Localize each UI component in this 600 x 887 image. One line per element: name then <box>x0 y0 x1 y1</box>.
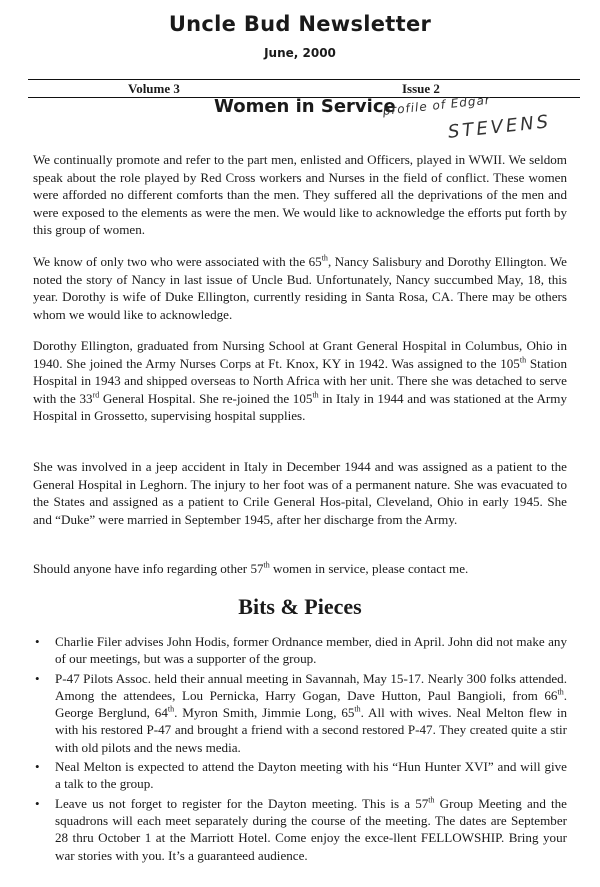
handwritten-note-line-2: STEVENS <box>447 111 553 143</box>
list-item-text <box>55 634 567 666</box>
text-run: Group Meeting and the squadrons will each meet separately during the course of the meeting. The dates are September 28 thru October 1 at the Marriott Hotel. Come enjoy the exce-llent FELLOWSHIP. Bring your war stories with you. It’s a guaranteed audience. <box>55 795 567 863</box>
article-paragraph-2 <box>33 253 567 323</box>
ordinal-suffix: rd <box>92 390 100 400</box>
text-run: We know of only two who were associated with the 65 <box>33 254 322 269</box>
text-run: Leave us not forget to register for the Dayton meeting. This is a 57 <box>55 795 429 811</box>
list-item <box>33 795 567 864</box>
handwritten-note-line-1: profile of Edgar <box>382 92 492 118</box>
ordinal-suffix: th <box>312 390 319 400</box>
article-title: Women in Service <box>214 96 396 117</box>
bullet-icon: • <box>35 795 40 811</box>
bits-list <box>33 633 567 866</box>
text-run: in Italy in 1944 and was stationed at the Army Hospital in Grossetto, supervising hospital supplies. <box>33 390 567 424</box>
text-run: . All with wives. Neal Melton flew in with his restored P-47 and brought a friend with a second restored P-47. They created quite a stir with old pilots and the news media. <box>55 705 567 755</box>
ordinal-suffix: th <box>263 560 270 570</box>
ordinal-suffix: th <box>321 253 328 263</box>
list-item <box>33 758 567 793</box>
header-rule-top <box>28 79 580 80</box>
bullet-icon: • <box>35 759 40 775</box>
issue-label: Issue 2 <box>402 81 440 96</box>
ordinal-suffix: th <box>167 704 175 714</box>
bullet-icon: • <box>35 670 40 686</box>
bullet-icon: • <box>35 634 40 649</box>
list-item-text <box>55 796 567 863</box>
text-run: . Myron Smith, Jimmie Long, 65 <box>174 705 355 721</box>
list-item-text <box>55 671 567 755</box>
list-item <box>33 633 567 668</box>
issue-date: June, 2000 <box>264 46 336 60</box>
text-run: She was involved in a jeep accident in Italy in December 1944 and was assigned as a patient to the General Hospital in Leghorn. The injury to her foot was of a permanent nature. She was evacuated to the States and assigned as a patient to Crile General Hos-pital, Cleveland, Ohio in early 1945. She and “Duke” were married in September 1945, after her discharge from the Army. <box>33 459 567 527</box>
text-run: Dorothy Ellington, graduated from Nursing School at Grant General Hospital in Columbus, Ohio in 1940. She joined the Army Nurses Corps at Ft. Knox, KY in 1942. Was assigned to the 105 <box>33 338 567 371</box>
article-paragraph-3 <box>33 337 567 425</box>
ordinal-suffix: th <box>428 795 435 805</box>
text-run: Should anyone have info regarding other 57 <box>33 561 264 576</box>
article-paragraph-4 <box>33 458 567 528</box>
bits-section-title: Bits & Pieces <box>238 594 362 619</box>
ordinal-suffix: th <box>519 355 527 365</box>
text-run: women in service, please contact me. <box>269 561 469 576</box>
list-item-text <box>55 759 567 791</box>
ordinal-suffix: th <box>354 704 361 714</box>
article-paragraph-1 <box>33 151 567 239</box>
text-run: P-47 Pilots Assoc. held their annual meeting in Savannah, May 15-17. Nearly 300 folks attended. Among the attendees, Lou Pernicka, Harry Gogan, Dave Hutton, Paul Bangioli, from 66 <box>55 670 567 703</box>
list-item <box>33 670 567 756</box>
text-run: , Nancy Salisbury and Dorothy Ellington. We noted the story of Nancy in last issue of Uncle Bud. Unfortunately, Nancy succumbed May, 18, this year. Dorothy is wife of Duke Ellington, currently residing in Santa Rosa, CA. There may be others whom we would like to acknowledge. <box>33 254 567 322</box>
text-run: General Hospital. She re-joined the 105 <box>99 390 313 406</box>
ordinal-suffix: th <box>557 687 564 697</box>
text-run: Neal Melton is expected to attend the Dayton meeting with his “Hun Hunter XVI” and will give a talk to the group. <box>55 759 567 792</box>
text-run: . George Berglund, 64 <box>55 687 567 721</box>
text-run: Charlie Filer advises John Hodis, former Ordnance member, died in April. John did not make any of our meetings, but was a supporter of the group. <box>55 634 567 667</box>
text-run: We continually promote and refer to the part men, enlisted and Officers, played in WWII. We seldom speak about the role played by Red Cross workers and Nurses in the field of conflict. These women were afforded no different comforts than the men. They suffered all the deprivations of the men and were exposed to the elements as were the men. We would like to acknowledge the efforts put forth by this group of women. <box>33 152 567 238</box>
text-run: Station Hospital in 1943 and shipped overseas to North Africa with her unit. There she was detached to serve with the 33 <box>33 355 567 406</box>
newsletter-title: Uncle Bud Newsletter <box>168 12 432 36</box>
article-paragraph-5 <box>33 560 567 578</box>
volume-label: Volume 3 <box>128 81 180 96</box>
